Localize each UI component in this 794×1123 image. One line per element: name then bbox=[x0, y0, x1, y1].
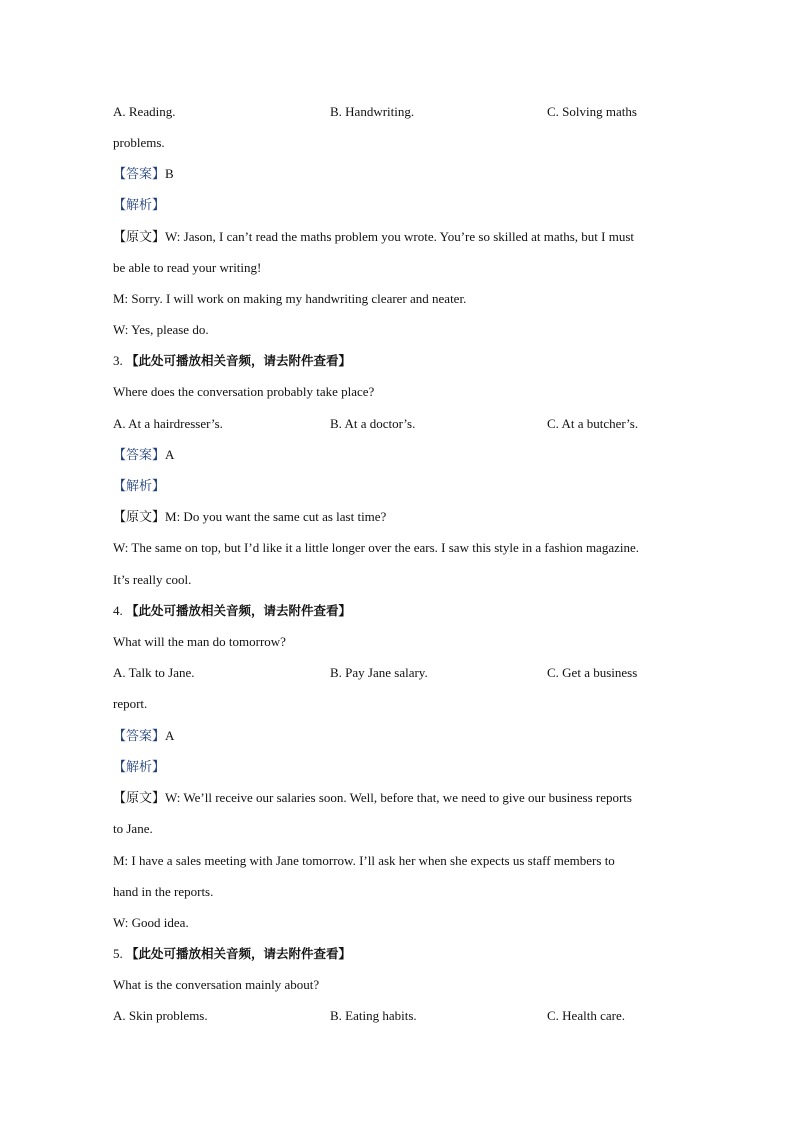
q3-option-b: B. At a doctor’s. bbox=[330, 416, 416, 431]
q2-answer bbox=[113, 166, 174, 182]
q2-transcript-line-2: be able to read your writing! bbox=[113, 260, 262, 275]
q4-transcript-line-5: W: Good idea. bbox=[113, 915, 189, 930]
answer-label: 【答案】 bbox=[113, 728, 166, 743]
transcript-text: M: Do you want the same cut as last time? bbox=[165, 509, 387, 524]
q3-transcript-line-3: It’s really cool. bbox=[113, 572, 192, 587]
q5-header bbox=[113, 946, 351, 962]
q3-question: Where does the conversation probably take place? bbox=[113, 384, 375, 399]
answer-value: A bbox=[165, 447, 175, 462]
q2-transcript-line-3: M: Sorry. I will work on making my handwriting clearer and neater. bbox=[113, 291, 467, 306]
q4-answer bbox=[113, 728, 174, 744]
q2-transcript-line-1 bbox=[113, 229, 634, 245]
q3-transcript-line-2: W: The same on top, but I’d like it a little longer over the ears. I saw this style in a fashion magazine. bbox=[113, 540, 639, 555]
q3-transcript-line-1 bbox=[113, 509, 386, 525]
question-number: 5. bbox=[113, 946, 123, 961]
audio-note: 【此处可播放相关音频，请去附件查看】 bbox=[126, 946, 352, 961]
q4-option-c-continued: report. bbox=[113, 696, 148, 711]
q5-question: What is the conversation mainly about? bbox=[113, 977, 320, 992]
audio-note: 【此处可播放相关音频，请去附件查看】 bbox=[126, 603, 352, 618]
question-number: 3. bbox=[113, 353, 123, 368]
answer-label: 【答案】 bbox=[113, 166, 166, 181]
q4-transcript-line-1 bbox=[113, 790, 632, 806]
q4-transcript-line-3: M: I have a sales meeting with Jane tomorrow. I’ll ask her when she expects us staff members to bbox=[113, 853, 615, 868]
answer-label: 【答案】 bbox=[113, 447, 166, 462]
source-label: 【原文】 bbox=[113, 229, 166, 244]
q4-option-a: A. Talk to Jane. bbox=[113, 665, 195, 680]
q2-option-b: B. Handwriting. bbox=[330, 104, 415, 119]
question-number: 4. bbox=[113, 603, 123, 618]
answer-value: A bbox=[165, 728, 175, 743]
q4-question: What will the man do tomorrow? bbox=[113, 634, 286, 649]
source-label: 【原文】 bbox=[113, 790, 166, 805]
q3-option-a: A. At a hairdresser’s. bbox=[113, 416, 223, 431]
q2-analysis-label: 【解析】 bbox=[113, 197, 166, 212]
q4-header bbox=[113, 603, 351, 619]
q2-transcript-line-4: W: Yes, please do. bbox=[113, 322, 209, 337]
audio-note: 【此处可播放相关音频，请去附件查看】 bbox=[126, 353, 352, 368]
answer-value: B bbox=[165, 166, 174, 181]
q5-option-b: B. Eating habits. bbox=[330, 1008, 417, 1023]
q3-analysis-label: 【解析】 bbox=[113, 478, 166, 493]
q3-answer bbox=[113, 447, 174, 463]
q5-option-c: C. Health care. bbox=[547, 1008, 625, 1023]
q4-option-b: B. Pay Jane salary. bbox=[330, 665, 428, 680]
q3-header bbox=[113, 353, 351, 369]
q3-option-c: C. At a butcher’s. bbox=[547, 416, 639, 431]
q5-option-a: A. Skin problems. bbox=[113, 1008, 208, 1023]
q2-option-a: A. Reading. bbox=[113, 104, 176, 119]
q4-option-c: C. Get a business bbox=[547, 665, 638, 680]
source-label: 【原文】 bbox=[113, 509, 166, 524]
q4-transcript-line-4: hand in the reports. bbox=[113, 884, 214, 899]
q2-option-c: C. Solving maths bbox=[547, 104, 637, 119]
transcript-text: W: We’ll receive our salaries soon. Well, before that, we need to give our business reports bbox=[165, 790, 632, 805]
q4-analysis-label: 【解析】 bbox=[113, 759, 166, 774]
q4-transcript-line-2: to Jane. bbox=[113, 821, 153, 836]
transcript-text: W: Jason, I can’t read the maths problem you wrote. You’re so skilled at maths, but I must bbox=[165, 229, 635, 244]
q2-option-c-continued: problems. bbox=[113, 135, 165, 150]
